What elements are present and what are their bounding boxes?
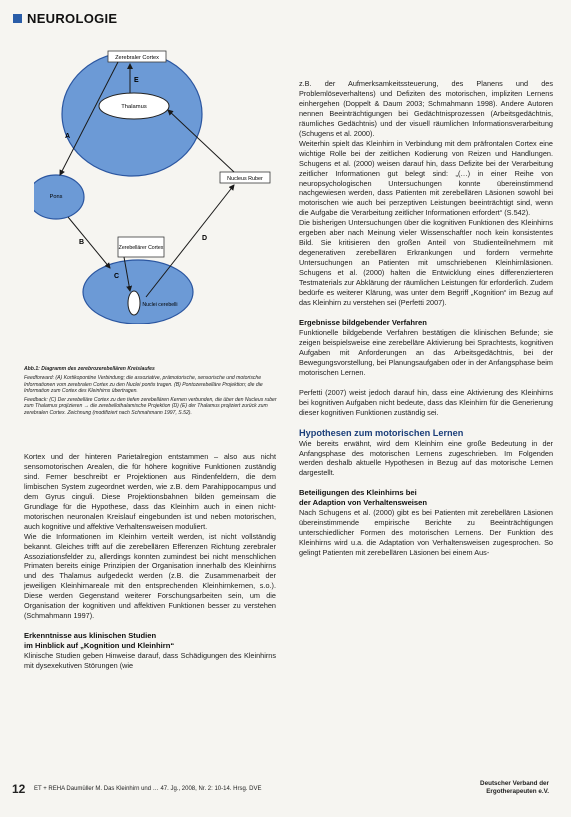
section-title: NEUROLOGIE [27,11,118,26]
paragraph: Wie bereits erwähnt, wird dem Kleinhirn eine große Bedeutung in der Anfangsphase des motorischen Lernens zugeschrieben. Im Folgenden werden deshalb aktuelle Hypothesen in Bezug auf das motorische Lernen dargestellt. [299,438,553,478]
left-column [24,452,276,671]
nuclei-label: Nuclei cerebelli [142,302,178,308]
paragraph: Weiterhin spielt das Kleinhirn in Verbindung mit dem präfrontalen Cortex eine wichtige Rolle bei der zeitlichen Kodierung von Reizen und Handlungen. Schugens et al. (2000) weisen darauf hin, dass Defizite bei der Verarbeitung zeitlicher Informationen gut belegt sind: „(…) in einer Reihe von neuropsychologischen Untersuchungen konnte übereinstimmend nachgewiesen werden, dass Patienten mit zerebellären Läsionen sowohl bei motorischen wie auch bei perzeptiven Leistungen beeinträchtigt sind, wenn die Aufgabe die Verarbeitung zeitlicher Informationen erfordert“ (S.542). [299,138,553,218]
page-number: 12 [12,782,26,796]
paragraph: Kortex und der hinteren Parietalregion entstammen – also aus nicht sensomotorischen Arealen, die für höhere kognitive Funktionen zuständig sind. Ferner beschreibt er Projektionen aus Rindenfeldern, die dem limbischen System zugeordnet werden, wie z.B. dem Parahippocampus und dem Gyrus cinguli. Diese Projektionsbahnen bilden gemeinsam die Grundlage für die Hypothese, dass das Kleinhirn auch in einen nicht-motorischen neuronalen Kreislauf eingebunden ist und neben motorischen, auch kognitive und affektive Verhaltensweisen moduliert. [24,452,276,531]
paragraph: Perfetti (2007) weist jedoch darauf hin, dass eine Aktivierung des Kleinhirns bei kognitiven Aufgaben nicht bedeute, dass das Kleinhirn für die Generierung dieser kognitiven Funktionen zuständig sei. [299,387,553,417]
paragraph: Die bisherigen Untersuchungen über die kognitiven Funktionen des Kleinhirns ergeben aber nach Meinung vieler Wissenschaftler noch kein konsistentes Bild. Sie kritisieren den großen Anteil von Studienteilnehmern mit degenerativen zerebellären Erkrankungen und fordern vermehrte Untersuchungen an Patienten mit umschriebenen Kleinhirnläsionen. Schugens et al. (2000) halten die Entwicklung eines differenzierteren Testmaterials zur Abklärung der räumlichen Leistungen für erforderlich. Zudem bedürfe es weiterer Klärung, was unter dem Begriff „Kognition“ im Bezug auf das Kleinhirn zu verstehen sei (Perfetti 2007). [299,218,553,307]
arrow-b-letter: B [79,239,85,246]
section-header [13,11,117,26]
paragraph: z.B. der Aufmerksamkeitssteuerung, des Planens und des Problemlöseverhaltens) und Defiziten des motorischen, impliziten Lernens einhergehen (Doppelt & Daum 2003; Schmahmann 1998). Andere Autoren nennen Beeinträchtigungen bei Gedächtnisprozessen (Arbeitsgedächtnis, räumliches Gedächtnis) und der visuell räumlichen Informationsverarbeitung (Schugens et al. 2000). [299,79,553,138]
section-heading-cont: der Adaption von Verhaltensweisen [299,498,427,508]
footer-citation: ET + REHA Daumüller M. Das Kleinhirn und … 47. Jg., 2008, Nr. 2: 10-14. Hrsg. DVE [34,786,262,792]
figure-caption-feedback: Feedback: (C) Der zerebelläre Cortex zu den tiefen zerebellären Kernen verbunden, die über den Nucleus ruber zum Thalamus projizieren → die zerebellothalamische Projektion (D) (E) der Thalamus projiziert zurück zum zerebralen Cortex. Zeichnung (modifiziert nach Schmahmann 1997, S.52). [24,397,277,416]
nuclei-ellipse [128,291,140,315]
paragraph: Klinische Studien geben Hinweise darauf, dass Schädigungen des Kleinhirns mit dysexekutiven Störungen (wie [24,651,276,671]
pons-label: Pons [49,194,63,200]
paragraph: Wie die Informationen im Kleinhirn verteilt werden, ist nicht vollständig bekannt. Gleiches trifft auf die zerebellären Efferenzen Richtung zerebraler Assoziationsfelder zu, allerdings konnten zumindest bei nicht menschlichen Primaten bereits einige Prinzipien der Organisation innerhalb des Kleinhirns und des Thalamus aufgedeckt werden (z.B. die Zusammenarbeit der jeweiligen Kleinhirnareale mit den entsprechenden Kleinhirnkernen, s.o.). Diese werden Gegenstand weiterer Forschungsarbeiten sein, um die Organisation der kognitiven und affektiven Funktionen besser zu verstehen (Schmahmann 1997). [24,531,276,621]
arrow-b [68,217,110,268]
publisher-line-2: Ergotherapeuten e.V. [486,788,549,795]
nucleus-ruber-label: Nucleus Ruber [227,176,263,182]
publisher [480,780,549,796]
paragraph: Funktionelle bildgebende Verfahren bestätigen die klinischen Befunde; sie zeigen beispielsweise eine zerebelläre Aktivierung bei Sprachtests, kognitiven Aufgaben mit Anforderungen an das Arbeitsgedächtnis, bei der Bewegungsvorstellung, bei Planungsaufgaben oder in der Anfangsphase beim motorischen Lernen. [299,327,553,377]
section-heading: Erkenntnisse aus klinischen Studien [24,631,157,641]
arrow-a-letter: A [65,133,71,140]
figure-caption-feedforward: Feedforward: (A) Kortikopontine Verbindung; die assoziative, prämotorische, sensorische und motorische Informationen vom zerebralen Cortex zu den Nuclei pontis tragen. (B) Pontozerebelläre Projektion; die die Information zum Cortex des Kleinhirns übertragen. [24,375,263,394]
arrow-d-letter: D [202,235,208,242]
cerebellum-ellipse [83,260,193,324]
main-heading: Hypothesen zum motorischen Lernen [299,427,464,438]
cerebellar-cortex-label: Zerebellärer Cortex [118,245,164,251]
thalamus-label: Thalamus [121,104,147,110]
figure-caption-title: Abb.1: Diagramm des zerebrozerebellären Kreislaufes [24,366,155,372]
section-heading-cont: im Hinblick auf „Kognition und Kleinhirn“ [24,641,175,651]
paragraph: Nach Schugens et al. (2000) gibt es bei Patienten mit zerebellären Läsionen übereinstimmende empirische Berichte zu Beeinträchtigungen unterschiedlicher Formen des motorischen Lernens. Der Funktion des Kleinhirns wird u.a. die Adaptation von Verhaltensweisen zugesprochen. So gelingt Patienten mit zerebellären Läsionen bei einem Aus- [299,508,553,558]
cerebro-cerebellar-diagram [34,44,284,324]
cortex-label: Zerebraler Cortex [115,55,159,61]
publisher-line-1: Deutscher Verband der [480,780,549,787]
arrow-c-letter: C [114,273,120,280]
section-heading: Ergebnisse bildgebender Verfahren [299,317,427,327]
figure-caption [24,366,278,419]
arrow-e-letter: E [134,77,139,84]
right-column [299,79,553,558]
section-marker-icon [13,14,22,23]
section-heading: Beteiligungen des Kleinhirns bei [299,488,417,498]
